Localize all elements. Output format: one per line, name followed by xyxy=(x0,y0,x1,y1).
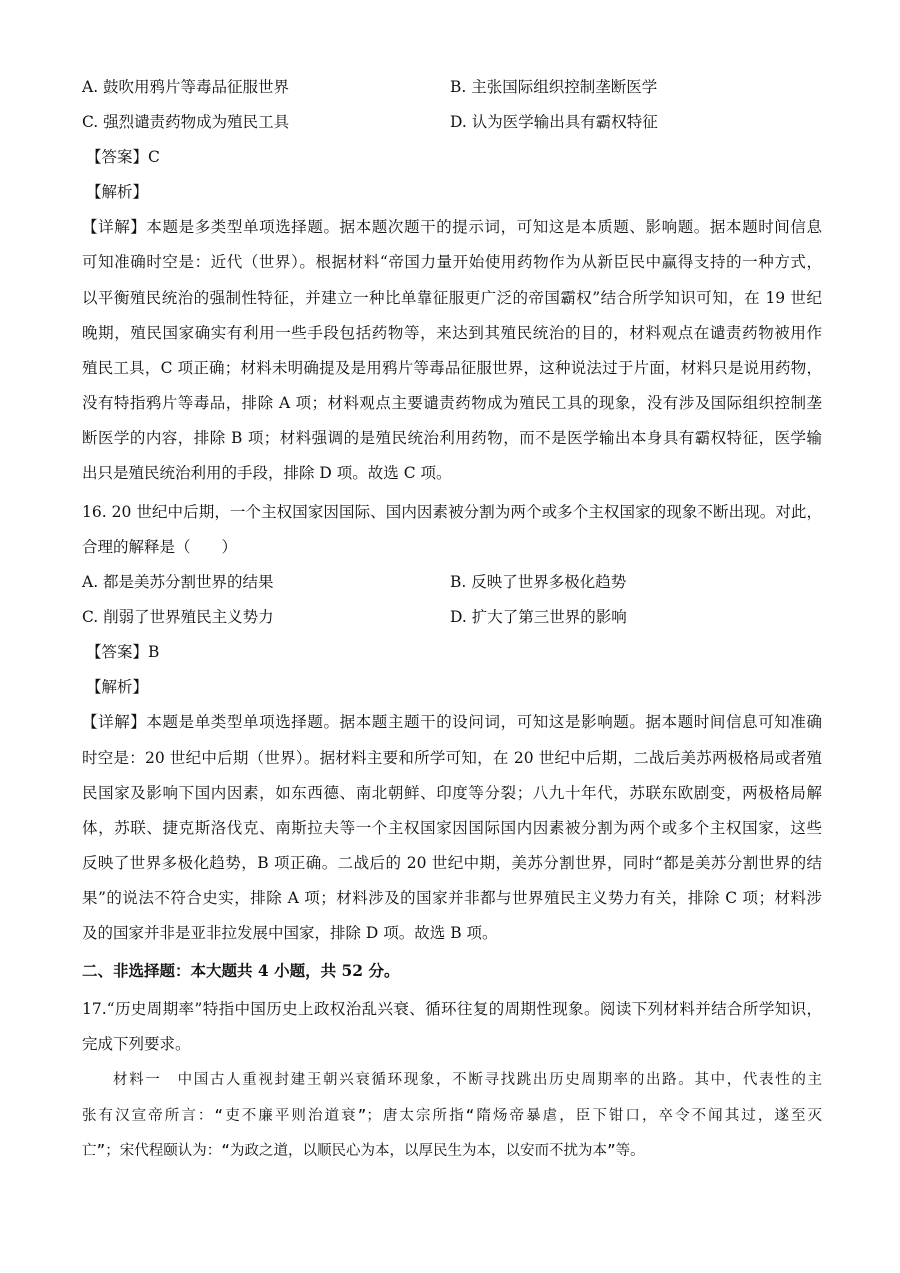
q16-stem-line: 合理的解释是（ ） xyxy=(82,538,238,556)
q15-option-b: B. 主张国际组织控制垄断医学 xyxy=(450,78,658,96)
q15-detail-line: 断医学的内容，排除 B 项；材料强调的是殖民统治利用药物，而不是医学输出本身具有霸权特征，医学输 xyxy=(82,429,822,447)
q16-option-a: A. 都是美苏分割世界的结果 xyxy=(82,573,274,591)
q16-option-d: D. 扩大了第三世界的影响 xyxy=(450,608,627,626)
q16-answer: 【答案】B xyxy=(86,643,160,661)
q16-detail-line: 时空是：20 世纪中后期（世界）。据材料主要和所学可知，在 20 世纪中后期，二战后美苏两极格局或者殖 xyxy=(82,749,822,767)
q16-detail-line: 【详解】本题是单类型单项选择题。据本题主题干的设问词，可知这是影响题。据本题时间信息可知准确 xyxy=(82,713,822,731)
q15-analysis-label: 【解析】 xyxy=(86,183,149,201)
q15-option-c: C. 强烈谴责药物成为殖民工具 xyxy=(82,113,290,131)
q15-detail-line: 殖民工具，C 项正确；材料未明确提及是用鸦片等毒品征服世界，这种说法过于片面，材料只是说用药物， xyxy=(82,359,822,377)
q16-option-c: C. 削弱了世界殖民主义势力 xyxy=(82,608,274,626)
q17-material-line: 张有汉宣帝所言：“吏不廉平则治道衰”；唐太宗所指“隋炀帝暴虐，臣下钳口，卒令不闻其过，遂至灭 xyxy=(82,1108,822,1124)
q16-detail-line: 体，苏联、捷克斯洛伐克、南斯拉夫等一个主权国家因国际国内因素被分割为两个或多个主权国家，这些 xyxy=(82,819,822,837)
q15-detail-line: 【详解】本题是多类型单项选择题。据本题次题干的提示词，可知这是本质题、影响题。据本题时间信息 xyxy=(82,218,822,236)
q15-option-a: A. 鼓吹用鸦片等毒品征服世界 xyxy=(82,78,290,96)
q16-detail-line: 及的国家并非是亚非拉发展中国家，排除 D 项。故选 B 项。 xyxy=(82,924,498,942)
q15-detail-line: 可知准确时空是：近代（世界）。根据材料“帝国力量开始使用药物作为从新臣民中赢得支持的一种方式， xyxy=(82,253,822,271)
q16-detail-line: 民国家及影响下国内因素，如东西德、南北朝鲜、印度等分裂；八九十年代，苏联东欧剧变，两极格局解 xyxy=(82,784,822,802)
q17-material-line: 材料一 中国古人重视封建王朝兴衰循环现象，不断寻找跳出历史周期率的出路。其中，代表性的主 xyxy=(113,1072,822,1088)
q16-detail-line: 反映了世界多极化趋势，B 项正确。二战后的 20 世纪中期，美苏分割世界，同时“都是美苏分割世界的结 xyxy=(82,854,822,872)
q17-stem-line: 17.“历史周期率”特指中国历史上政权治乱兴衰、循环往复的周期性现象。阅读下列材料并结合所学知识， xyxy=(82,1000,822,1018)
q16-detail-line: 果”的说法不符合史实，排除 A 项；材料涉及的国家并非都与世界殖民主义势力有关，排除 C 项；材料涉 xyxy=(82,889,822,907)
q17-stem-line: 完成下列要求。 xyxy=(82,1035,191,1053)
section-heading: 二、非选择题：本大题共 4 小题，共 52 分。 xyxy=(82,961,400,980)
q16-analysis-label: 【解析】 xyxy=(86,678,149,696)
q16-option-b: B. 反映了世界多极化趋势 xyxy=(450,573,627,591)
q15-detail-line: 出只是殖民统治利用的手段，排除 D 项。故选 C 项。 xyxy=(82,464,452,482)
q17-material-line: 亡”；宋代程颐认为：“为政之道，以顺民心为本，以厚民生为本，以安而不扰为本”等。 xyxy=(82,1143,645,1159)
q15-detail-line: 以平衡殖民统治的强制性特征，并建立一种比单靠征服更广泛的帝国霸权”结合所学知识可知，在 19 世纪 xyxy=(82,289,822,307)
q15-detail-line: 晚期，殖民国家确实有利用一些手段包括药物等，来达到其殖民统治的目的，材料观点在谴责药物被用作 xyxy=(82,324,822,342)
q15-detail-line: 没有特指鸦片等毒品，排除 A 项；材料观点主要谴责药物成为殖民工具的现象，没有涉及国际组织控制垄 xyxy=(82,394,822,412)
q16-stem-line: 16. 20 世纪中后期，一个主权国家因国际、国内因素被分割为两个或多个主权国家的现象不断出现。对此， xyxy=(82,503,822,521)
q15-option-d: D. 认为医学输出具有霸权特征 xyxy=(450,113,658,131)
q15-answer: 【答案】C xyxy=(86,148,160,166)
